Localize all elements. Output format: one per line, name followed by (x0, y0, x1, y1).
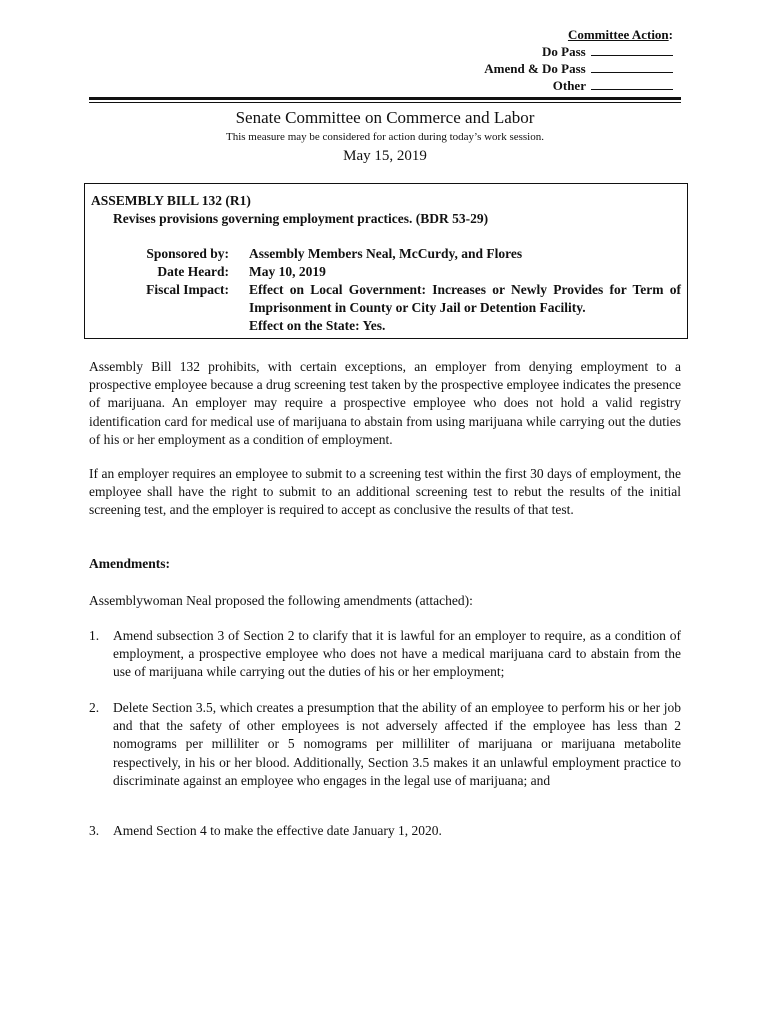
other-label: Other (552, 78, 586, 93)
committee-name: Senate Committee on Commerce and Labor (235, 108, 535, 127)
do-pass-label: Do Pass (542, 44, 586, 59)
amend-do-pass-label: Amend & Do Pass (484, 61, 586, 76)
summary-paragraph-1: Assembly Bill 132 prohibits, with certain exceptions, an employer from denying employment to a prospective employee because a drug screening test taken by the prospective employee indicates the presence of marijuana. An employer may require a prospective employee who does not hold a valid registry identification card for medical use of marijuana to abstain from using marijuana while carrying out the duties of his or her employment as a condition of employment. (89, 359, 681, 447)
other-blank (591, 77, 673, 90)
sponsored-by-label: Sponsored by: (146, 246, 229, 261)
committee-action-title: Committee Action: (567, 27, 673, 42)
bill-summary-box (84, 183, 688, 339)
header-rule-thin (89, 102, 681, 103)
committee-action-block (484, 26, 673, 94)
do-pass-field (484, 43, 673, 60)
fiscal-impact-local: Effect on Local Government: Increases or Newly Provides for Term of Imprisonment in County or City Jail or Detention Facility. (249, 282, 681, 315)
bill-description: Revises provisions governing employment practices. (BDR 53-29) (113, 211, 489, 226)
header-rule-thick (89, 97, 681, 100)
amendment-item (89, 627, 681, 682)
amendment-item (89, 699, 681, 790)
amendment-item (89, 822, 681, 840)
sponsored-by-value: Assembly Members Neal, McCurdy, and Flores (249, 246, 523, 261)
do-pass-blank (591, 43, 673, 56)
amendment-number: 3. (89, 823, 100, 838)
fiscal-impact-state: Effect on the State: Yes. (249, 318, 386, 333)
date-heard-label: Date Heard: (157, 264, 229, 279)
fiscal-impact-label: Fiscal Impact: (146, 282, 229, 297)
amendment-number: 1. (89, 628, 100, 643)
amend-do-pass-field (484, 60, 673, 77)
other-field (484, 77, 673, 94)
summary-paragraph-2: If an employer requires an employee to submit to a screening test within the first 30 days of employment, the employee shall have the right to submit to an additional screening test to rebut the results of the initial screening test, and the employer is required to accept as conclusive the results of that test. (89, 466, 681, 518)
date-heard-value: May 10, 2019 (249, 264, 326, 279)
amendment-text: Delete Section 3.5, which creates a presumption that the ability of an employee to perform his or her job and that the safety of other employees is not adversely affected if the employee has less than 2 nomograms per milliliter or 5 nomograms per milliliter of marijuana or marijuana metabolite respectively, in his or her blood. Additionally, Section 3.5 makes it an unlawful employment practice to discriminate against an employee who engages in the legal use of marijuana; and (113, 700, 681, 788)
meeting-date: May 15, 2019 (343, 148, 427, 164)
amendment-text: Amend Section 4 to make the effective date January 1, 2020. (113, 823, 442, 838)
amend-do-pass-blank (591, 60, 673, 73)
amendment-number: 2. (89, 700, 100, 715)
amendment-text: Amend subsection 3 of Section 2 to clarify that it is lawful for an employer to require, as a condition of employment, a prospective employee who does not have a medical marijuana card to abstain from the use of marijuana while carrying out the duties of his or her employment; (113, 628, 681, 680)
session-note: This measure may be considered for action during today’s work session. (225, 131, 544, 143)
amendments-heading: Amendments: (89, 556, 170, 571)
amendments-intro: Assemblywoman Neal proposed the following amendments (attached): (89, 593, 473, 608)
bill-number: ASSEMBLY BILL 132 (R1) (91, 193, 251, 208)
